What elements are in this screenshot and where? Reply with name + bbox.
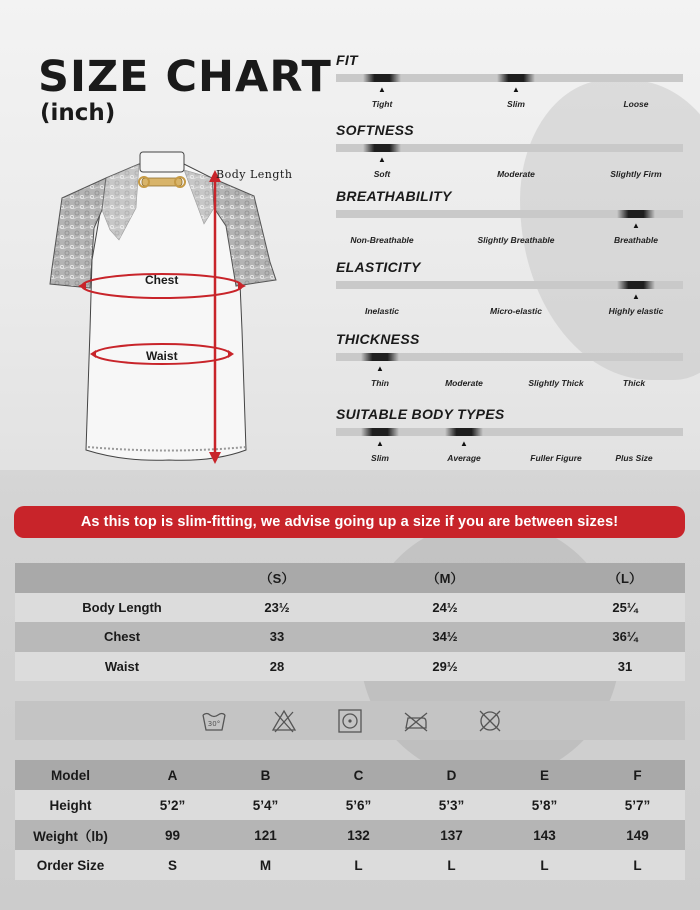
attribute-track xyxy=(336,144,683,152)
table-row xyxy=(15,652,685,682)
attribute-fit xyxy=(336,52,686,109)
attribute-marker xyxy=(445,428,483,436)
attribute-option-label: Fuller Figure xyxy=(530,453,582,463)
attribute-option-label: Thin xyxy=(371,378,389,388)
attribute-pointer-icon: ▲ xyxy=(376,364,384,373)
table-header-cell: （S） xyxy=(259,571,295,587)
attribute-marker xyxy=(363,74,401,82)
attribute-option-label: Slim xyxy=(371,453,389,463)
attribute-marker xyxy=(617,210,655,218)
table-row xyxy=(15,850,685,880)
care-instructions-strip xyxy=(15,701,685,740)
attribute-pointer-icon: ▲ xyxy=(378,85,386,94)
no-iron-icon xyxy=(403,708,429,734)
table-cell: L xyxy=(354,857,363,873)
attribute-suitable-body-types xyxy=(336,406,686,463)
attribute-marker xyxy=(361,353,399,361)
wash-temperature: 30° xyxy=(207,720,221,728)
attribute-pointer-icon: ▲ xyxy=(632,292,640,301)
table-cell: 25¼ xyxy=(612,599,638,615)
attribute-option-label: Loose xyxy=(623,99,649,109)
attribute-breathability xyxy=(336,188,686,245)
attribute-option-label: Slightly Firm xyxy=(610,169,662,179)
table-cell: 5’6” xyxy=(345,797,372,813)
attribute-option-label: Plus Size xyxy=(615,453,653,463)
table-cell: 5’3” xyxy=(438,797,465,813)
no-bleach-icon xyxy=(271,708,297,734)
attribute-pointer-icon: ▲ xyxy=(632,221,640,230)
table-cell: 5’4” xyxy=(252,797,279,813)
attribute-option-label: Thick xyxy=(622,378,646,388)
attribute-track xyxy=(336,74,683,82)
attribute-track xyxy=(336,353,683,361)
table-cell: L xyxy=(540,857,549,873)
table-cell: 36¼ xyxy=(612,629,638,645)
attribute-title: BREATHABILITY xyxy=(336,188,452,204)
attribute-option-label: Highly elastic xyxy=(608,306,664,316)
table-header-cell: （L） xyxy=(608,571,642,587)
table-cell: D xyxy=(446,767,457,783)
table-cell: 5’8” xyxy=(531,797,558,813)
table-cell: 5’2” xyxy=(159,797,186,813)
attribute-option-label: Tight xyxy=(371,99,393,109)
table-row xyxy=(15,622,685,652)
attribute-thickness xyxy=(336,331,686,388)
table-cell: B xyxy=(260,767,271,783)
attribute-track xyxy=(336,281,683,289)
shirt-drawing xyxy=(44,150,294,470)
table-cell: 137 xyxy=(440,827,463,843)
table-row xyxy=(15,790,685,820)
attribute-option-label: Non-Breathable xyxy=(350,235,414,245)
attribute-option-label: Soft xyxy=(373,169,391,179)
table-cell: Waist xyxy=(104,658,140,674)
body-length-label: Body Length xyxy=(216,168,293,181)
attribute-title: ELASTICITY xyxy=(336,259,421,275)
table-row xyxy=(15,820,685,850)
wash-30-icon xyxy=(201,708,227,734)
attribute-track xyxy=(336,428,683,436)
attribute-softness xyxy=(336,122,686,179)
attribute-option-label: Inelastic xyxy=(364,306,400,316)
table-cell: Body Length xyxy=(82,599,162,615)
table-cell: Weight（lb) xyxy=(33,829,108,844)
attribute-option-label: Slim xyxy=(507,99,525,109)
size-table xyxy=(15,563,685,681)
attribute-marker xyxy=(497,74,535,82)
table-cell: A xyxy=(167,767,178,783)
table-cell: 149 xyxy=(626,827,649,843)
attribute-option-label: Average xyxy=(447,453,481,463)
table-cell: E xyxy=(539,767,549,783)
table-cell: Chest xyxy=(103,629,141,645)
table-header-cell: （M） xyxy=(426,571,464,587)
attribute-track xyxy=(336,210,683,218)
table-cell: S xyxy=(167,857,177,873)
table-cell: M xyxy=(259,857,272,873)
table-cell: 28 xyxy=(269,658,285,674)
chest-label: Chest xyxy=(145,273,179,287)
table-cell: 143 xyxy=(533,827,556,843)
attribute-option-label: Moderate xyxy=(497,169,535,179)
table-cell: 31 xyxy=(617,658,633,674)
table-cell: 33 xyxy=(269,629,285,645)
attribute-pointer-icon: ▲ xyxy=(376,439,384,448)
attribute-option-label: Moderate xyxy=(445,378,483,388)
attribute-marker xyxy=(617,281,655,289)
no-dry-clean-icon xyxy=(477,708,503,734)
table-cell: Height xyxy=(49,797,92,813)
table-cell: 99 xyxy=(164,827,181,843)
attribute-option-label: Slightly Breathable xyxy=(477,235,555,245)
attribute-marker xyxy=(363,144,401,152)
sizing-advice-banner: As this top is slim-fitting, we advise going up a size if you are between sizes! xyxy=(14,506,685,538)
garment-illustration xyxy=(44,150,294,470)
attribute-option-label: Micro-elastic xyxy=(490,306,542,316)
table-cell: Model xyxy=(51,767,90,783)
attribute-pointer-icon: ▲ xyxy=(512,85,520,94)
table-cell: L xyxy=(633,857,642,873)
attribute-pointer-icon: ▲ xyxy=(460,439,468,448)
table-cell: 34½ xyxy=(432,629,458,645)
table-cell: F xyxy=(633,767,642,783)
tumble-dry-icon xyxy=(337,708,363,734)
attribute-option-label: Slightly Thick xyxy=(528,378,584,388)
attribute-title: SUITABLE BODY TYPES xyxy=(336,406,505,422)
table-cell: 132 xyxy=(347,827,370,843)
attribute-title: FIT xyxy=(336,52,358,68)
table-cell: 5’7” xyxy=(624,797,651,813)
table-row xyxy=(15,593,685,623)
attribute-title: SOFTNESS xyxy=(336,122,414,138)
page-title: SIZE CHART xyxy=(38,52,332,102)
table-row xyxy=(15,760,685,790)
attribute-title: THICKNESS xyxy=(336,331,420,347)
page-subtitle: (inch) xyxy=(40,100,116,126)
table-cell: 23½ xyxy=(264,599,290,615)
model-table xyxy=(15,760,685,880)
size-table-header-row xyxy=(15,563,685,593)
table-cell: C xyxy=(353,767,364,783)
attribute-pointer-icon: ▲ xyxy=(378,155,386,164)
table-cell: Order Size xyxy=(36,857,105,873)
table-cell: 24½ xyxy=(432,599,458,615)
table-cell: L xyxy=(447,857,456,873)
table-cell: 121 xyxy=(254,827,277,843)
attribute-option-label: Breathable xyxy=(614,235,658,245)
attribute-elasticity xyxy=(336,259,686,316)
table-cell: 29½ xyxy=(432,658,458,674)
attribute-marker xyxy=(361,428,399,436)
waist-label: Waist xyxy=(146,349,178,363)
